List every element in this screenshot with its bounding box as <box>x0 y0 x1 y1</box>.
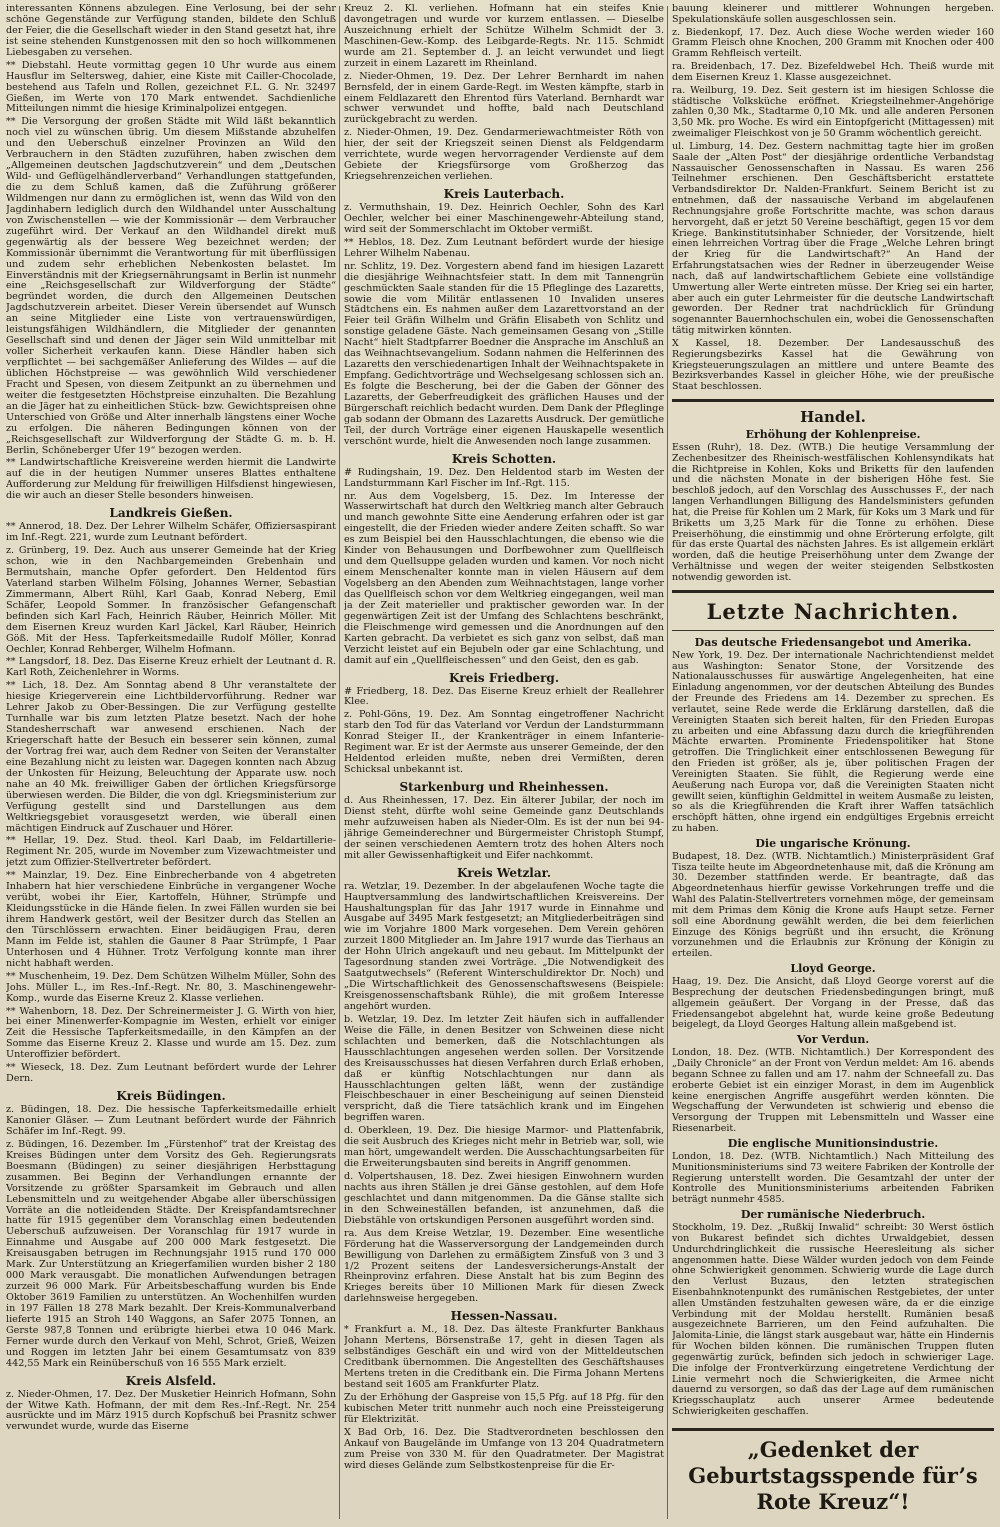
article-paragraph: ** Heblos, 18. Dez. Zum Leutnant befördert wurde der hiesige Lehrer Wilhelm Nabenau. <box>344 236 664 259</box>
article-paragraph: Budapest, 18. Dez. (WTB. Nichtamtlich.) Ministerpräsident Graf Tisza teilte heute im Abgeordnetenhause mit, daß die Krönung am 30. Dezember stattfinden werde. Er beantragte, daß das Abgeordnetenhaus hierfür gewisse Vorkehrungen treffe und die Wahl des Palatin-Stellvertreters vornehmen möge, der gemeinsam mit dem Primas dem König die Krone aufs Haupt setze. Ferner soll eine Abordnung gewählt werden, die bei dem feierlichen Einzuge des Königs begrüßt und ihn ersucht, die Krönung vorzunehmen und die Erlaubnis zur Krönung der Königin zu erteilen. <box>672 850 994 960</box>
section-heading-kreis-buedingen: Kreis Büdingen. <box>116 1089 226 1104</box>
article-paragraph: z. Büdingen, 16. Dezember. Im „Fürstenhof“ trat der Kreistag des Kreises Büdingen unter dem Vorsitz des Geh. Regierungsrats Boesmann (Büdingen) zu seiner diesjährigen Herbsttagung zusammen. Bei Beginn der Verhandlungen ernannte der Vorsitzende zu größter Sparsamkeit im Gebrauch und allen Lebensmitteln und zu weitgehender Abgabe aller überschüssigen Vorräte an die notleidenden Städte. Der Kreispfandamtsrechner hatte für 1915 gegenüber dem Voranschlag einen bedeutenden Ueberschuß aufzuweisen. Der Voranschlag für 1917 wurde in Einnahme und Ausgabe auf 200 000 Mark festgesetzt. Die Kreisausgaben betrugen im Rechnungsjahr 1915 rund 170 000 Mark. Zur Unterstützung an Kriegerfamilien wurden bisher 2 180 000 Mark verausgabt. Die monatlichen Aufwendungen betragen zurzeit 96 000 Mark. Für Arbeitsbeschaffung wurden bis Ende Oktober 3619 Familien zu unterstützen. An Wochenhilfen wurden in 197 Fällen 18 278 Mark bezahlt. Der Kreis-Kommunalverband lieferte 1915 an Stroh 140 Waggons, an Safer 2075 Tonnen, an Gerste 987,8 Tonnen und erübrigte hierbei etwa 10 046 Mark. Ferner wurde durch den Verkauf von Mehl, Schrot, Grieß, Weizen und Roggen im letzten Jahr bei einem Gesamtumsatz von 839 442,55 Mark ein Reinüberschuß von 16 555 Mark erzielt. <box>6 1138 336 1369</box>
article-paragraph: z. Nieder-Ohmen, 17. Dez. Der Musketier Heinrich Hofmann, Sohn der Witwe Kath. Hofmann, der mit dem Res.-Inf.-Regt. Nr. 254 ausrückte und im März 1915 durch Kopfschuß bei Prasnitz schwer verwundet wurde, wurde das Eiserne <box>6 1388 336 1433</box>
section-heading-kreis-schotten: Kreis Schotten. <box>451 451 557 466</box>
article-paragraph: ul. Limburg, 14. Dez. Gestern nachmittag tagte hier im großen Saale der „Alten Post“ der diesjährige ordentliche Verbandstag Nassauischer Genossenschaften in Nassau. Es waren 256 Teilnehmer erschienen. Den Geschäftsbericht erstattete Verbandsdirektor Dr. Nalden-Frankfurt. Seinem Bericht ist zu entnehmen, daß der nassauische Verband im abgelaufenen Rechnungsjahre große Fortschritte machte, was schon daraus hervorgeht, daß er jetzt 50 Vereine beschäftigt, gegen 15 vor dem Kriege. Bankinstitutsinhaber Schnieder, der Vorsitzende, hielt einen lehrreichen Vortrag über die Frage „Welche Lehren bringt der Krieg für die Landwirtschaft?“ An Hand der Erfahrungstatsachen wies der Redner in überzeugender Weise nach, daß auf landwirtschaftlichem Gebiete eine vollständige Umwertung aller Werte eintreten müsse. Der Krieg sei ein harter, aber auch ein guter Lehrmeister für die deutsche Landwirtschaft geworden. Der Redner trat nachdrücklich für Gründung sogenannter Bauernhochschulen ein, wobei die Genossenschaften tätig mitwirken könnten. <box>672 140 994 337</box>
article-paragraph: nr. Aus dem Vogelsberg, 15. Dez. Im Interesse der Wasserwirtschaft hat durch den Weltkrieg manch alter Gebrauch und manch gewohnte Sitte eine Aenderung erfahren oder ist gar eingestellt, die der Frieden wieder andere Zeiten schafft. So war es zum Beispiel bei den Hausschlachtungen, die ebenso wie die Kinder von Behausungen und Dorfbewohner zum Quellfleisch und dem Quellsuppe geladen wurden und kamen. Vor noch nicht einem Menschenalter konnte man in vielen Häusern auf dem Vogelsberg an den Abenden zum Weihnachtstagen, lange vorher das Quellfleisch schon vor dem Weltkrieg eingegangen, weil man ja der Zeit materieller und praktischer geworden war. In der gegenwärtigen Zeit ist der Umfang des Schlachtens beschränkt, die Fleischmenge wird gemessen und die Anordnungen auf den Karten gebracht. Da verbietet es sich ganz von selbst, daß man Verzicht leistet auf ein Bejubeln oder gar eine Schlachtung, und damit auf ein „Quellfleischessen“ und den Geist, den es gab. <box>344 490 664 666</box>
section-heading-hessen-nassau: Hessen-Nassau. <box>450 1309 558 1324</box>
section-heading-starkenburg-rheinhessen: Starkenburg und Rheinhessen. <box>399 780 609 794</box>
article-paragraph: X Bad Orb, 16. Dez. Die Stadtverordneten beschlossen den Ankauf von Baugelände im Umfange von 13 204 Quadratmetern zum Preise von 330 M. für den Quadratmeter. Der Magistrat wird dieses Gelände zum Selbstkostenpreise für die Er- <box>344 1426 664 1471</box>
article-paragraph: ** Wahenborn, 18. Dez. Der Schreinermeister J. G. Wirth von hier, bei einer Minenwerfer-Kompagnie im Westen, erhielt vor einiger Zeit die Hessische Tapferkeitsmedaille, in den Kämpfen an der Somme das Eiserne Kreuz 2. Klasse und wurde am 15. Dez. zum Unteroffizier befördert. <box>6 1005 336 1061</box>
article-paragraph: z. Nieder-Ohmen, 19. Dez. Der Lehrer Bernhardt im nahen Bernsfeld, der in einem Garde-Regt. im Westen kämpfte, starb in einem Feldlazarett den Ehrentod fürs Vaterland. Bernhardt war schwer verwundet und hoffte, bald nach Deutschland zurückgebracht zu werden. <box>344 70 664 126</box>
article-paragraph: z. Büdingen, 18. Dez. Die hessische Tapferkeitsmedaille erhielt Kanonier Gläser. — Zum Leutnant befördert wurde der Fähnrich Schäfer im Inf.-Regt. 99. <box>6 1104 336 1137</box>
article-paragraph: ** Landwirtschaftliche Kreisvereine werden hiermit die Landwirte auf die in der heutigen Nummer unseres Blattes enthaltene Aufforderung zur Meldung für freiwilligen Hilfsdienst hingewiesen, die wir auch an dieser Stelle besonders hinweisen. <box>6 457 336 502</box>
article-paragraph: d. Oberkleen, 19. Dez. Die hiesige Marmor- und Plattenfabrik, die seit Ausbruch des Krieges nicht mehr in Betrieb war, soll, wie man hört, umgewandelt werden. Die Ausschachtungsarbeiten für die Erweiterungsbauten sind bereits in Angriff genommen. <box>344 1125 664 1170</box>
red-cross-appeal: „Gedenket der Geburtstagsspende für’s Rote Kreuz“! <box>688 1436 978 1514</box>
article-paragraph: b. Wetzlar, 19. Dez. Im letzter Zeit häufen sich in auffallender Weise die Fälle, in denen Besitzer von Schweinen diese nicht schlachten und bemerken, daß die Notschlachtungen als Hausschlachtungen angesehen werden sollen. Der Vorsitzende des Kreisausschusses hat diesen Verfahren durch Erlaß erhoben, daß er künftig Notschlachtungen nur dann als Hausschlachtungen gelten läßt, wenn der zuständige Fleischbeschauer in einer Bescheinigung auf seinen Diensteid verspricht, daß die Tiere tatsächlich krank und im Eingehen begriffen waren. <box>344 1013 664 1124</box>
article-paragraph: ra. Aus dem Kreise Wetzlar, 19. Dezember. Eine wesentliche Förderung hat die Wasserversorgung der Landgemeinden durch Bewilligung von Darlehen zu ermäßigtem Zinsfuß von 3 und 3 1/2 Prozent seitens der Landesversicherungs-Anstalt der Rheinprovinz erfahren. Diese Anstalt hat bis zum Beginn des Krieges bereits über 10 Millionen Mark für diesen Zweck darlehnsweise hergegeben. <box>344 1227 664 1305</box>
article-heading-friedensangebot-amerika: Das deutsche Friedensangebot und Amerika. <box>694 635 972 649</box>
article-paragraph: ** Die Versorgung der großen Städte mit Wild läßt bekanntlich noch viel zu wünschen übrig. Um diesem Mißstande abzuhelfen und den Ueberschuß einzelner Provinzen an Wild den Verbrauchern in den Städten zuzuführen, haben zwischen dem „Allgemeinen deutschen Jagdschutzverein“ und dem „Deutschen Wild- und Geflügelhändlerverband“ Verhandlungen stattgefunden, die zu dem Schluß kamen, daß die Zuführung größerer Wildmengen nur dann zu ermöglichen ist, wenn das Wild von den Jagdinhabern lediglich durch den Wildhandel unter Ausschaltung von Zwischenstellen — wie der Kommissionär — dem Verbraucher zugeführt wird. Der Verkauf an den Wildhandel direkt muß gegenwärtig als der bessere Weg bezeichnet werden; der Kommissionär übernimmt die Verantwortung für mit überflüssigen und zudem sehr erheblichen Nebenkosten belastet. Im Einverständnis mit der Kriegsernährungsamt in Berlin ist nunmehr eine „Reichsgesellschaft zur Wildverforgung der Städte“ begründet worden, die durch den Allgemeinen Deutschen Jagdschutzverein arbeitet. Dieser Verein übersendet auf Wunsch an seine Mitglieder eine Liste von vertrauenswürdigen, leistungsfähigen Wildhändlern, die Mitglieder der genannten Gesellschaft sind und denen der Jäger sein Wild unmittelbar mit voller Sicherheit verkaufen kann. Diese Händler haben sich verpflichtet — bei sachgemäßer Anlieferung des Wildes — auf die üblichen Höchstpreise — was gewöhnlich Wild verschiedener Fracht und Spesen, von diesem Zeitpunkt an zu übernehmen und weiter die festgesetzten Höchstpreise einzuhalten. Die Bezahlung an die Jäger hat zu einheitlichen Stück- bzw. Gewichtspreisen ohne Unterschied von Größe und Alter innerhalb längstens einer Woche zu erfolgen. Die näheren Bedingungen können von der „Reichsgesellschaft zur Wildverforgung der Städte G. m. b. H. Berlin, Schöneberger Ufer 19“ bezogen werden. <box>6 116 336 456</box>
appeal-box <box>672 1428 994 1515</box>
article-paragraph: ** Lich, 18. Dez. Am Sonntag abend 8 Uhr veranstaltete der hiesige Kriegerverein eine Lichtbildervorführung. Redner war Lehrer Jakob zu Ober-Bessingen. Die zur Verfügung gestellte Turnhalle war bis zum letzten Platze besetzt. Nach der hohe Standesherrschaft war anwesend erschienen. Nach der Kriegerschaft hatte der Besuch ein besserer sein können, zumal der Vortrag frei war, auch dem Redner von Seiten der Veranstalter eine Bezahlung nicht zu leisten war. Dagegen konnten nach Abzug der Unkosten für Heizung, Beleuchtung der Apparate usw. noch nahe an 40 Mk. freiwilliger Gaben der örtlichen Kriegsfürsorge überwiesen werden. Die Bilder, die von dgl. Kriegsministerium zur Verfügung gestellt sind und Darstellungen aus dem Weltkriegsgebiet vorausgesetzt werden, wie überall einen mächtigen Eindruck auf Zuschauer und Hörer. <box>6 680 336 834</box>
article-paragraph: d. Volpertshausen, 18. Dez. Zwei hiesigen Einwohnern wurden nachts aus ihren Ställen je drei Gänse gestohlen, auf dem Hofe geschlachtet und dann mitgenommen. Da die Gänse stallte sich in den Schweineställen befanden, ist anzunehmen, daß die Diebstähle von ortskundigen Personen ausgeführt worden sind. <box>344 1171 664 1226</box>
article-paragraph: Stockholm, 19. Dez. „Rußkij Inwalid“ schreibt: 30 Werst östlich von Bukarest befindet sich dichtes Urwaldgebiet, dessen Undurchdringlichkeit die russische Heeresleitung als sicher angenommen hatte. Diese Wälder wurden jedoch von dem Feinde ohne Schwierigkeit genommen. Schwierig wurde die Lage durch den Verlust Buzaus, den letzten strategischen Eisenbahnknotenpunkt des rumänischen Restgebietes, der unter allen Umständen festzuhalten gewesen wäre, da er die einzige Verbindung mit der Moldau herstellt. Rumänien besaß ausgezeichnete Barrieren, um den Feind aufzuhalten. Die Jalomita-Linie, die längst stark ausgebaut war, hätte ein Hindernis für Wochen bilden können. Die rumänischen Truppen fluten gegenwärtig zurück, befinden sich jedoch in schwieriger Lage. Die infolge der Frontverkürzung eingetretene Verdichtung der Linie vermehrt noch die Schwierigkeiten, die Armee nicht dauernd zu versorgen, so daß das der Lage auf dem rumänischen Kriegsschauplatz auch unserer Armee bedeutende Schwierigkeiten geschaffen. <box>672 1222 994 1418</box>
article-paragraph: London, 18. Dez. (WTB. Nichtamtlich.) Nach Mitteilung des Munitionsministeriums sind 73 weitere Fabriken der Kontrolle der Regierung unterstellt worden. Die Gesamtzahl der unter der Kontrolle des Munitionsministeriums arbeitenden Fabriken beträgt nunmehr 4585. <box>672 1150 994 1206</box>
section-heading-kreis-alsfeld: Kreis Alsfeld. <box>125 1373 217 1388</box>
article-paragraph: # Friedberg, 18. Dez. Das Eiserne Kreuz erhielt der Reallehrer Klee. <box>344 685 664 708</box>
article-paragraph: ** Muschenheim, 19. Dez. Dem Schützen Wilhelm Müller, Sohn des Johs. Müller L., im Res.-Inf.-Regt. Nr. 80, 3. Maschinengewehr-Komp., wurde das Eiserne Kreuz 2. Klasse verliehen. <box>6 970 336 1004</box>
section-heading-kreis-wetzlar: Kreis Wetzlar. <box>456 865 552 880</box>
article-paragraph: Haag, 19. Dez. Die Ansicht, daß Lloyd George vorerst auf die Besprechung der deutschen Friedensbedingungen bringt, muß allgemein geäußert. Der Vorgang in der Presse, daß das Friedensangebot abgelehnt hat, wurde keine große Bedeutung beigelegt, da Lloyd Georges Haltung allein maßgebend ist. <box>672 976 994 1031</box>
article-paragraph: ** Langsdorf, 18. Dez. Das Eiserne Kreuz erhielt der Leutnant d. R. Karl Roth, Zeichenlehrer in Worms. <box>6 656 336 679</box>
article-paragraph: bauung kleinerer und mittlerer Wohnungen hergeben. Spekulationskäufe sollen ausgeschlossen sein. <box>672 4 994 25</box>
article-paragraph: ** Diebstahl. Heute vormittag gegen 10 Uhr wurde aus einem Hausflur im Seltersweg, dahier, eine Kiste mit Cailler-Chocolade, bestehend aus Tafeln und Rollen, gezeichnet F.L. G. Nr. 32497 Gießen, im Werte von 170 Mark entwendet. Sachdienliche Mitteilungen nimmt die hiesige Kriminalpolizei entgegen. <box>6 59 336 115</box>
column-left <box>6 4 336 1521</box>
article-paragraph: * Frankfurt a. M., 18. Dez. Das älteste Frankfurter Bankhaus Johann Mertens, Börsenstraße 17, geht in diesen Tagen als selbständiges Geschäft ein und wird von der Mitteldeutschen Creditbank übernommen. Die Angestellten des Geschäftshauses Mertens treten in die Creditbank ein. Die Firma Johann Mertens bestand seit 1605 am Frankfurter Platz. <box>344 1324 664 1390</box>
article-paragraph: New York, 19. Dez. Der internationale Nachrichtendienst meldet aus Washington: Senator Stone, der Vorsitzende des Nationalausschusses für auswärtige Angelegenheiten, hat eine Einladung angenommen, vor der deutschen Abteilung des Bundes der Freunde des Friedens am 14. Dezember zu sprechen. Es verlautet, seine Rede werde die Erklärung darstellen, daß die Vereinigten Staaten sich bereit halten, für den Frieden Europas zu arbeiten und eine Abfassung dazu durch die kriegführenden Mächte erwarten. Prominente Friedenspolitiker hat Stone getroffen. Die Tringlichkeit einer entschlossenen Bewegung für den Frieden ist größer, als je, über politischen Fragen der Vereinigten Staaten. Sie fühlt, die Regierung werde eine Aeußerung nach Europa vor, daß die Vereinigten Staaten nicht gewillt seien, künftighin Geldmittel in weitem Ausmaße zu leisten, so als die Kriegführenden die Kraft ihrer Waffen tatsächlich erschöpft hätten, ohne irgend ein endgültiges Ergebnis erreicht zu haben. <box>672 649 994 834</box>
column-divider <box>667 6 668 1519</box>
section-heading-kreis-lauterbach: Kreis Lauterbach. <box>443 187 565 201</box>
article-paragraph: ** Hellar, 19. Dez. Stud. theol. Karl Daab, im Feldartillerie-Regiment Nr. 205, wurde im November zum Vizewachtmeister und jetzt zum Offizier-Stellvertreter befördert. <box>6 835 336 869</box>
article-paragraph: z. Pohl-Göns, 19. Dez. Am Sonntag eingetroffener Nachricht starb den Tod für das Vaterland vor Verdun der Landsturmmann Konrad Steiger II., der Krankenträger in einem Infanterie-Regiment war. Er ist der Aermste aus unserer Gemeinde, der den Heldentod erleiden mußte, neben drei Vermißten, deren Schicksal unbekannt ist. <box>344 709 664 776</box>
section-heading-handel: Handel. <box>800 407 866 426</box>
article-paragraph: nr. Schlitz, 19. Dez. Vorgestern abend fand im hiesigen Lazarett die diesjährige Weihnachtsfeier statt. In dem mit Tannengrün geschmückten Saale standen für die 15 Pfleglinge des Lazaretts, sowie die vom Militär entlassenen 10 Invaliden unseres Städtchens ein. Es nahmen außer dem Lazarettvorstand an der Feier teil Gräfin Wilhelm und Gräfin Elisabeth von Schlitz und sonstige geladene Gäste. Nach gemeinsamen Gesang von „Stille Nacht“ hielt Stadtpfarrer Boedner die Ansprache im Anschluß an das Weihnachtsevangelium. Sodann nahmen die Helferinnen des Lazaretts den verschiedenartigen Inhalt der Weihnachtspakete in Empfang. Gedichtvorträge und Wechselgesang schlossen sich an. Es folgte die Bescherung, bei der die Gaben der Gönner des Lazaretts, der Geberfreudigkeit des gräflichen Hauses und der Bürgerschaft reichlich bedacht wurden. Dem Dank der Pfleglinge gab sodann der Obmann des Lazaretts Ausdruck. Der gemütliche Teil, der durch Vorträge einer eigenen Hauskapelle wesentlich verschönt wurde, hielt die Anwesenden noch lange zusammen. <box>344 260 664 447</box>
section-divider <box>672 590 994 593</box>
section-heading-kreis-friedberg: Kreis Friedberg. <box>448 670 559 685</box>
article-paragraph: d. Aus Rheinhessen, 17. Dez. Ein älterer Jubilar, der noch im Dienst steht, dürfte wohl seine Gemeinde ganz Deutschlands mehr aufzuweisen haben als Nieder-Olm. Es ist der nun bei 94-jährige Gemeinderechner und Bürgermeister Christoph Stumpf, der seinen verschiedenen Aemtern trotz des hohen Alters noch mit aller Gewissenhaftigkeit und Eifer nachkommt. <box>344 795 664 861</box>
article-heading-ungarische-kroenung: Die ungarische Krönung. <box>755 836 911 850</box>
article-paragraph: z. Grünberg, 19. Dez. Auch aus unserer Gemeinde hat der Krieg schon, wie in den Nachbargemeinden Grebenhain und Bermutshain, manche Opfer gefordert. Den Heldentod fürs Vaterland starben Wilhelm Fölsing, Johannes Werner, Sebastian Zimmermann, Albert Rühl, Karl Gaab, Konrad Neberg, Emil Schäfer, Leopold Sommer. In französischer Gefangenschaft befinden sich Karl Fach, Heinrich Räuber, Heinrich Möller. Mit dem Eisernen Kreuz wurden Karl Jäckel, Karl Räuber, Heinrich Göß. Mit der Hess. Tapferkeitsmedaille Rudolf Möller, Konrad Oechler, Konrad Rehberger, Wilhelm Hofmann. <box>6 545 336 655</box>
article-paragraph: ra. Breidenbach, 17. Dez. Bizefeldwebel Hch. Theiß wurde mit dem Eisernen Kreuz 1. Klasse ausgezeichnet. <box>672 61 994 83</box>
article-heading-lloyd-george: Lloyd George. <box>790 962 876 976</box>
article-paragraph: ** Wieseck, 18. Dez. Zum Leutnant befördert wurde der Lehrer Dern. <box>6 1062 336 1085</box>
article-paragraph: ra. Wetzlar, 19. Dezember. In der abgelaufenen Woche tagte die Hauptversammlung des landwirtschaftlichen Kreisvereins. Der Haushaltungsplan für das Jahr 1917 wurde in Einnahme und Ausgabe auf 3495 Mark festgesetzt; an Mitgliederbeiträgen sind wie im Vorjahre 1800 Mark vorgesehen. Dem Verein gehören zurzeit 1800 Mitglieder an. Im Jahre 1917 wurde das Tierhaus an der Hohn Ulrich angekauft und neu gebaut. Im Mittelpunkt der Tagesordnung standen zwei Vorträge. „Die Notwendigkeit des Saatgutwechsels“ (Referent Winterschuldirektor Dr. Noch) und „Die Wirtschaftlichkeit des Genossenschaftswesens (Beispiele: Kreisgenossenschaftsbank Rühle), die mit großem Interesse angehört wurden. <box>344 880 664 1012</box>
article-paragraph: Essen (Ruhr), 18. Dez. (WTB.) Die heutige Versammlung der Zechenbesitzer des Rheinisch-westfälischen Kohlensyndikats hat die Richtpreise in Kohlen, Koks und Briketts für den laufenden und die nächsten Monate in der bisherigen Höhe fest. Sie beschloß jedoch, auf den Vorschlag des Ausschusses F., der nach langen Verhandlungen Billigung des Handelsministers gefunden hat, die Preise für Kohlen um 2 Mark, für Koks um 3 Mark und für Briketts um 3,25 Mark für die Tonne zu erhöhen. Diese Preiserhöhung, die einstimmig und ohne Erörterung erfolgte, gilt für das erste Quartal des nächsten Jahres. Es ist allgemein erklärt worden, daß die heutige Preiserhöhung unter dem Zwange der Verhältnisse und wegen der weiter steigenden Selbstkosten notwendig geworden ist. <box>672 441 994 583</box>
article-heading-vor-verdun: Vor Verdun. <box>796 1033 870 1047</box>
article-paragraph: London, 18. Dez. (WTB. Nichtamtlich.) Der Korrespondent des „Daily Chronicle“ an der Front von Verdun meldet: Am 16. abends begann Schnee zu fallen und am 17. nahm der Schneefall zu. Das eroberte Gebiet ist ein einziger Morast, in dem im Augenblick keine energischen Angriffe ausgeführt werden könnten. Die Wegschaffung der Verwundeten ist schwierig und ebenso die Versorgung der Truppen mit Lebensmitteln und Wasser eine Riesenarbeit. <box>672 1047 994 1135</box>
article-heading-kohlenpreise: Erhöhung der Kohlenpreise. <box>745 427 921 441</box>
section-divider <box>672 399 994 402</box>
article-paragraph: ra. Weilburg, 19. Dez. Seit gestern ist im hiesigen Schlosse die städtische Volksküche eröffnet. Kriegsteilnehmer-Angehörige zahlen 0,30 Mk., Stadtarme 0,10 Mk. und alle anderen Personen 3,50 Mk. pro Woche. Es wird ein Eintopfgericht (Mittagessen) mit zweimaliger Fleischkost von je 50 Gramm wöchentlich gereicht. <box>672 84 994 140</box>
article-paragraph: z. Nieder-Ohmen, 19. Dez. Gendarmeriewachtmeister Röth von hier, der seit der Kriegszeit seinen Dienst als Feldgendarm verrichtete, wurde wegen hervorragender Verdienste auf dem Gebiete der Kriegsfürsorge vom Großherzog das Kriegsehrenzeichen verliehen. <box>344 127 664 183</box>
article-paragraph: z. Biedenkopf, 17. Dez. Auch diese Woche werden wieder 160 Gramm Fleisch ohne Knochen, 200 Gramm mit Knochen oder 400 Gramm Rehfleisch verteilt. <box>672 26 994 60</box>
heading-divider <box>672 630 994 631</box>
article-paragraph: ** Annerod, 18. Dez. Der Lehrer Wilhelm Schäfer, Offiziersaspirant im Inf.-Regt. 221, wurde zum Leutnant befördert. <box>6 521 336 544</box>
article-paragraph: ** Mainzlar, 19. Dez. Eine Einbrecherbande von 4 abgetreten Inhabern hat hier verschiedene Einbrüche in vergangener Woche verübt, wobei ihr Eier, Kartoffeln, Hühner, Strümpfe und Kleidungsstücke in die Hände fielen. In zwei Fällen wurden sie bei ihrem Handwerk gestört, weil der Besitzer durch das Stellen an den Türschlössern erwachten. Einer beidäugigen Frau, deren Mann im Felde ist, stahlen die Gauner 8 Paar Strümpfe, 1 Paar Unterhosen und 4 Hühner. Trotz Verfolgung konnte man ihrer nicht habhaft werden. <box>6 870 336 969</box>
section-heading-letzte-nachrichten: Letzte Nachrichten. <box>706 598 960 624</box>
section-heading-landkreis-giessen: Landkreis Gießen. <box>109 506 233 521</box>
article-heading-rumaenischer-niederbruch: Der rumänische Niederbruch. <box>740 1208 926 1222</box>
article-paragraph: # Rudingshain, 19. Dez. Den Heldentod starb im Westen der Landsturmmann Karl Fischer im Inf.-Rgt. 115. <box>344 466 664 489</box>
article-paragraph: interessanten Könnens abzulegen. Eine Verlosung, bei der sehr schöne Gegenstände zur Verfügung standen, bildete den Schluß der Feier, die die Gesellschaft wieder in den Stand gesetzt hat, ihre ist seine stehenden Kunstgenossen mit den so hoch willkommenen Liebesgaben zu versehen. <box>6 4 336 58</box>
article-paragraph: Zu der Erhöhung der Gaspreise von 15,5 Pfg. auf 18 Pfg. für den kubischen Meter tritt nunmehr auch noch eine Preissteigerung für Elektrizität. <box>344 1391 664 1425</box>
column-right <box>672 4 994 1521</box>
article-paragraph: z. Vermuthshain, 19. Dez. Heinrich Oechler, Sohn des Karl Oechler, welcher bei einer Maschinengewehr-Abteilung stand, wird seit der Sommerschlacht im Oktober vermißt. <box>344 202 664 235</box>
column-middle <box>344 4 664 1521</box>
column-divider <box>339 6 340 1519</box>
article-paragraph: Kreuz 2. Kl. verliehen. Hofmann hat ein steifes Knie davongetragen und wurde vor kurzem entlassen. — Dieselbe Auszeichnung erhielt der Schütze Wilhelm Schmidt der 3. Maschinen-Gew.-Komp. des Leibgarde-Regts. Nr. 115. Schmidt wurde am 21. September d. J. an leicht verwundet und liegt zurzeit in einem Lazarett im Rheinland. <box>344 4 664 69</box>
article-heading-munitionsindustrie: Die englische Munitionsindustrie. <box>727 1136 939 1150</box>
article-paragraph: X Kassel, 18. Dezember. Der Landesausschuß des Regierungsbezirks Kassel hat die Gewährung von Kriegsteuerungszulagen an mittlere und untere Beamte des Bezirksverbandes Kassel in gleicher Höhe, wie der preußische Staat beschlossen. <box>672 337 994 393</box>
